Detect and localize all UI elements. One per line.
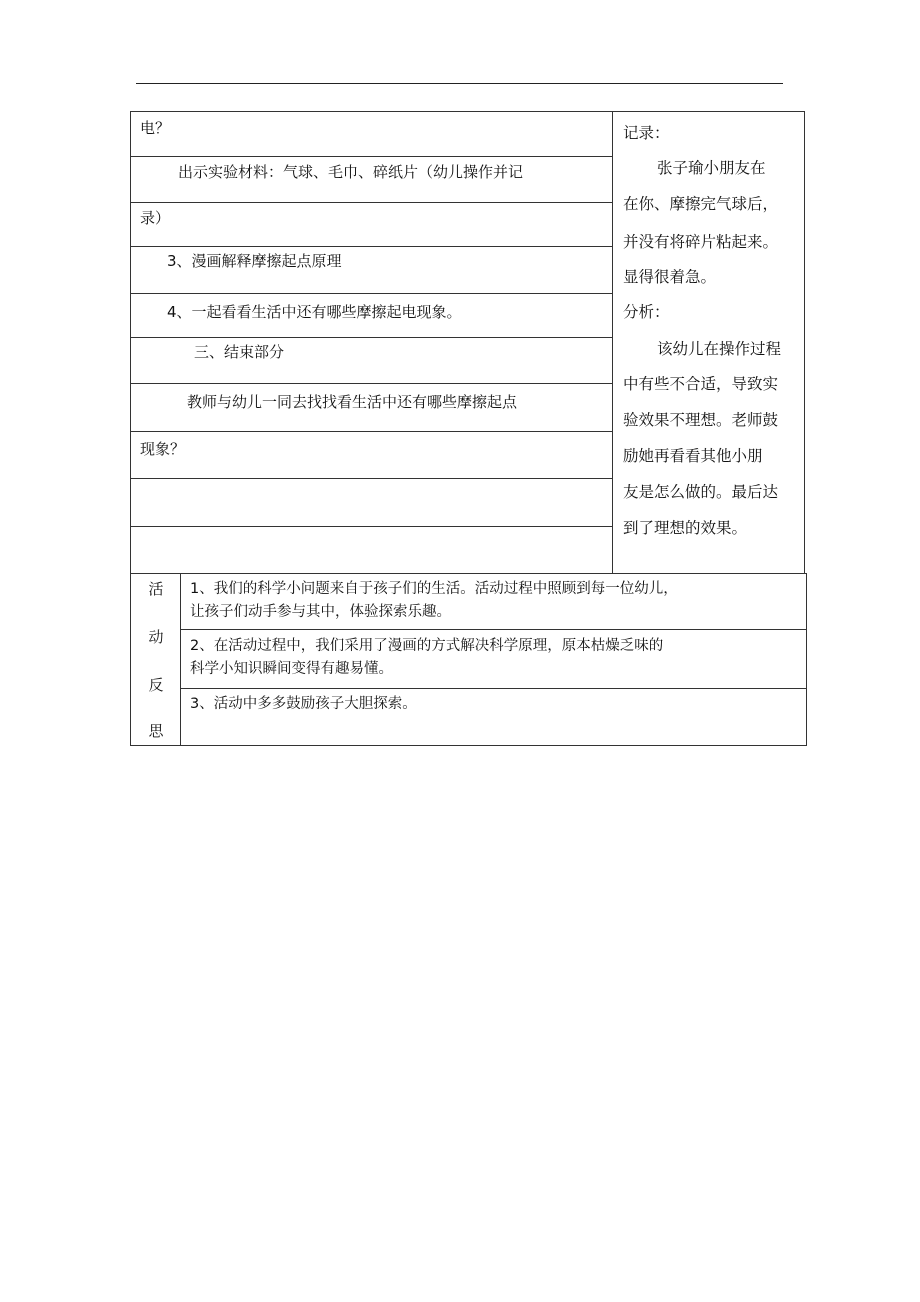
analysis-line: 该幼儿在操作过程: [657, 340, 782, 358]
reflection-item-2-line-1: 2、在活动过程中，我们采用了漫画的方式解决科学原理，原本枯燥乏味的: [190, 638, 664, 654]
reflection-row-divider: [181, 629, 806, 630]
row-divider: [131, 431, 612, 432]
reflection-item-3: 3、活动中多多鼓励孩子大胆探索。: [190, 696, 417, 712]
process-line-1: 电？: [140, 119, 171, 137]
analysis-line: 到了理想的效果。: [623, 519, 748, 537]
reflection-label-char: 活: [148, 580, 164, 598]
observation-column: [612, 112, 806, 573]
analysis-line: 中有些不合适，导致实: [623, 375, 779, 393]
process-line-3: 录）: [140, 209, 171, 227]
analysis-line: 友是怎么做的。最后达: [623, 483, 779, 501]
row-divider: [131, 202, 612, 203]
reflection-table: [130, 573, 807, 746]
record-line: 在你、摩擦完气球后，: [623, 195, 779, 213]
process-line-7: 教师与幼儿一同去找找看生活中还有哪些摩擦起点: [187, 393, 518, 411]
record-line: 并没有将碎片粘起来。: [623, 233, 779, 251]
row-divider: [131, 526, 612, 527]
row-divider: [131, 156, 612, 157]
reflection-item-1-line-2: 让孩子们动手参与其中，体验探索乐趣。: [190, 604, 451, 620]
row-divider: [131, 337, 612, 338]
row-divider: [131, 246, 612, 247]
record-label: 记录：: [623, 124, 670, 142]
process-line-2: 出示实验材料：气球、毛巾、碎纸片（幼儿操作并记: [178, 163, 524, 181]
process-line-8: 现象？: [140, 440, 186, 458]
reflection-label-column: [131, 574, 181, 745]
header-rule: [136, 83, 783, 84]
analysis-line: 验效果不理想。老师鼓: [623, 411, 779, 429]
reflection-label-char: 动: [148, 628, 164, 646]
section-heading-ending: 三、结束部分: [194, 343, 285, 361]
record-line: 显得很着急。: [623, 268, 717, 286]
lesson-table: [130, 111, 805, 573]
process-step-3: 3、漫画解释摩擦起点原理: [167, 252, 342, 270]
row-divider: [131, 478, 612, 479]
reflection-label-char: 反: [148, 676, 164, 694]
reflection-row-divider: [181, 688, 806, 689]
row-divider: [131, 383, 612, 384]
record-line: 张子瑜小朋友在: [657, 159, 766, 177]
reflection-item-2-line-2: 科学小知识瞬间变得有趣易懂。: [190, 661, 393, 677]
process-step-4: 4、一起看看生活中还有哪些摩擦起电现象。: [167, 303, 462, 321]
reflection-label-char: 思: [148, 722, 164, 740]
analysis-label: 分析：: [623, 303, 670, 321]
row-divider: [131, 293, 612, 294]
reflection-item-1-line-1: 1、我们的科学小问题来自于孩子们的生活。活动过程中照顾到每一位幼儿，: [190, 581, 678, 597]
activity-process-column: [131, 112, 612, 573]
analysis-line: 励她再看看其他小朋: [623, 447, 763, 465]
